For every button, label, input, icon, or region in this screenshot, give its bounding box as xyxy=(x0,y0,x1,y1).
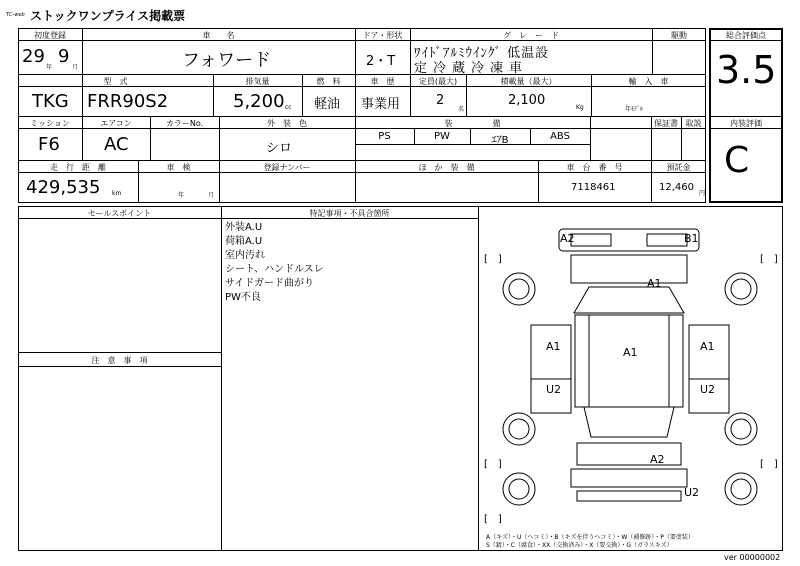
displacement-label: 排気量 xyxy=(245,77,270,86)
wheel-rear-right-inner-shape xyxy=(731,419,751,439)
remarks-line: PW不良 xyxy=(225,292,261,303)
bracket-right-bottom: [ ] xyxy=(760,459,778,470)
equip-airbag: ｴｱB xyxy=(491,135,509,146)
bracket-left-rear: [ ] xyxy=(484,514,502,525)
aircon: AC xyxy=(104,134,129,155)
mark-roof-right: A1 xyxy=(647,277,662,290)
warranty-label: 保証書 xyxy=(654,119,678,128)
unit-insp-year: 年 xyxy=(178,192,185,199)
color-no-label: カラーNo. xyxy=(165,119,204,128)
capacity: 2 xyxy=(436,93,445,108)
remarks-line: 荷箱A.U xyxy=(225,236,263,247)
wheel-front-right-inner-shape xyxy=(731,279,751,299)
model-prefix: TKG xyxy=(32,91,69,112)
mark-lower-left: U2 xyxy=(546,383,562,396)
exterior-color-label: 外 装 色 xyxy=(267,119,307,128)
interior-grade-label: 内装評価 xyxy=(730,119,762,128)
model-type-label: 型 式 xyxy=(103,77,128,86)
legend-line1: A（キズ）・U（ヘコミ）・B（キズを伴うヘコミ）・W（補修跡）・P（要塗装） xyxy=(486,534,694,541)
remarks-line: 室内汚れ xyxy=(225,250,265,261)
bracket-left-top: [ ] xyxy=(484,254,502,265)
mark-front-right: B1 xyxy=(684,232,699,245)
reg-month: 9 xyxy=(58,46,70,67)
remarks-list xyxy=(225,221,324,305)
reg-year: 29 xyxy=(22,46,45,67)
import-label: 輸 入 車 xyxy=(628,77,669,86)
overall-grade: 3.5 xyxy=(716,48,777,92)
mark-rear-mid: A2 xyxy=(650,453,665,466)
drive-label: 駆動 xyxy=(671,31,687,40)
truck-diagram xyxy=(479,207,782,550)
unit-year: 年 xyxy=(46,64,53,71)
unit-kg: Kg xyxy=(576,104,584,111)
remarks-line: シート、ハンドルスレ xyxy=(225,264,324,275)
cab-roof-shape xyxy=(575,315,683,407)
rear-bumper-shape xyxy=(577,491,681,501)
wheel-rear2-left-inner-shape xyxy=(509,479,529,499)
sales-point-label: セールスポイント xyxy=(87,209,152,218)
rear-bed-shape xyxy=(571,469,687,487)
equipment-label: 装 備 xyxy=(444,119,501,128)
mileage: 429,535 xyxy=(26,177,101,198)
unit-month: 月 xyxy=(72,64,79,71)
manual-label: 取説 xyxy=(685,119,702,128)
equip-ps: PS xyxy=(378,131,391,142)
windshield-shape xyxy=(574,287,684,313)
version: ver 00000002 xyxy=(724,553,781,562)
mission-label: ミッション xyxy=(30,119,70,128)
mark-rear-right: U2 xyxy=(684,486,700,499)
door-shape-label: ドア・形状 xyxy=(362,31,403,40)
wheel-rear2-right-inner-shape xyxy=(731,479,751,499)
bracket-right-top: [ ] xyxy=(760,254,778,265)
model: FRR90S2 xyxy=(87,91,169,112)
unit-import-year: 年ﾓﾃﾞﾙ xyxy=(625,106,644,113)
history-label: 車 歴 xyxy=(370,77,395,86)
grade-line2: 定冷蔵冷凍車 xyxy=(414,61,529,76)
chassis-no: 7118461 xyxy=(571,182,616,193)
front-left-lamp-shape xyxy=(571,234,611,246)
wheel-front-left-shape xyxy=(503,273,535,305)
wheel-rear2-right-shape xyxy=(725,473,757,505)
recycle: 12,460 xyxy=(659,182,694,193)
front-right-lamp-shape xyxy=(647,234,687,246)
unit-insp-month: 月 xyxy=(208,192,215,199)
inspection-label: 車 検 xyxy=(166,163,191,172)
other-equipment-label: ほ か 装 備 xyxy=(418,163,475,172)
grade-label: グ レ ー ド xyxy=(503,31,559,40)
exterior-color: シロ xyxy=(266,141,293,156)
rear-body-shape xyxy=(577,443,681,465)
grade-line1: ﾜｲﾄﾞｱﾙﾐｳｲﾝｸﾞ 低温設 xyxy=(414,46,550,61)
logo: TC-web xyxy=(6,12,25,18)
displacement: 5,200 xyxy=(233,91,285,112)
car-name: フォワード xyxy=(182,50,272,71)
fuel: 軽油 xyxy=(314,97,341,112)
mark-lower-right: U2 xyxy=(700,383,716,396)
cab-top-shape xyxy=(571,255,687,283)
unit-cc: cc xyxy=(285,104,292,111)
history: 事業用 xyxy=(361,97,401,112)
interior-grade: C xyxy=(724,140,750,181)
first-reg-label: 初度登録 xyxy=(34,31,66,40)
fuel-label: 燃 料 xyxy=(316,77,341,86)
load: 2,100 xyxy=(508,93,546,108)
front-bumper-shape xyxy=(559,229,699,251)
remarks-line: サイドガード曲がり xyxy=(225,278,314,289)
remarks-line: 外装A.U xyxy=(225,222,263,233)
wheel-rear-left-inner-shape xyxy=(509,419,529,439)
chassis-no-label: 車 台 番 号 xyxy=(566,163,623,172)
mission: F6 xyxy=(38,134,60,155)
mark-center: A1 xyxy=(623,346,638,359)
wheel-front-right-shape xyxy=(725,273,757,305)
bracket-left-bottom: [ ] xyxy=(484,459,502,470)
page-title: ストックワンプライス掲載票 xyxy=(30,9,186,23)
wheel-rear2-left-shape xyxy=(503,473,535,505)
unit-km: km xyxy=(112,190,122,197)
recycle-label: 預託金 xyxy=(666,163,691,172)
door-shape: 2・T xyxy=(366,54,396,69)
mark-front-left: A2 xyxy=(560,232,575,245)
aircon-label: エアコン xyxy=(100,119,132,128)
legend-line2: S（錆）・C（腐食）・XX（交換済み）・X（要交換）・G（ガラスキズ） xyxy=(486,542,673,549)
load-label: 積載量（最大） xyxy=(500,77,557,86)
equip-pw: PW xyxy=(434,131,450,142)
wheel-front-left-inner-shape xyxy=(509,279,529,299)
capacity-label: 定員(最大) xyxy=(418,77,458,86)
mark-door-left: A1 xyxy=(546,340,561,353)
wheel-rear-right-shape xyxy=(725,413,757,445)
cab-lines-shape xyxy=(589,315,669,407)
remarks-label: 特記事項・不具合箇所 xyxy=(309,209,390,218)
unit-persons: 名 xyxy=(458,106,465,113)
wheel-rear-left-shape xyxy=(503,413,535,445)
unit-yen: 円 xyxy=(699,190,706,197)
mark-door-right: A1 xyxy=(700,340,715,353)
car-name-label: 車 名 xyxy=(202,31,235,40)
equip-abs: ABS xyxy=(550,131,570,142)
plate-label: 登録ナンバー xyxy=(263,163,311,172)
rear-window-shape xyxy=(584,407,674,437)
mileage-label: 走 行 距 離 xyxy=(50,163,106,172)
caution-label: 注 意 事 項 xyxy=(91,356,148,365)
overall-grade-label: 総合評価点 xyxy=(726,31,766,40)
